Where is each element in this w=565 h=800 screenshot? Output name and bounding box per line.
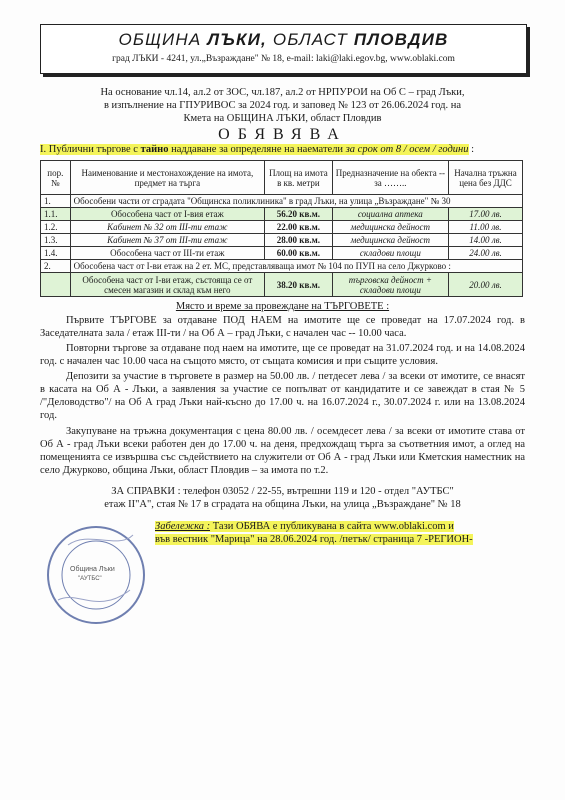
stamp-text-2: "АУТБС" (78, 576, 102, 582)
contacts-line-1: ЗА СПРАВКИ : телефон 03052 / 22-55, вътрешни 119 и 120 - отдел "АУТБС" (111, 486, 454, 497)
announce-heading: ОБЯВЯВА (218, 126, 347, 143)
row-use: медицинска дейност (332, 234, 448, 247)
official-stamp (38, 520, 153, 630)
section-2-row (41, 260, 523, 273)
note-text-1: Тази ОБЯВА е публикувана в сайта www.oblaki.com и (210, 521, 454, 532)
intro-line-1: На основание чл.14, ал.2 от ЗОС, чл.187, ал.2 от НРПУРОИ на Об С – град Лъки, (100, 87, 465, 98)
letterhead (40, 24, 527, 74)
section-i-end: : (468, 144, 475, 155)
row-use: търговска дейност + складови площи (332, 273, 448, 297)
row-use: медицинска дейност (332, 221, 448, 234)
row-area: 22.00 кв.м. (265, 221, 333, 234)
section-2-no: 2. (41, 260, 71, 273)
section-1-row (41, 195, 523, 208)
row-name: Обособена част от III-ти етаж (70, 247, 264, 260)
header-no: пор. № (41, 161, 71, 195)
row-no: 1.2. (41, 221, 71, 234)
row-price: 14.00 лв. (448, 234, 522, 247)
header-area: Площ на имота в кв. метри (265, 161, 333, 195)
title-region: ПЛОВДИВ (353, 30, 449, 49)
header-name: Наименование и местонахождение на имота, предмет на търга (70, 161, 264, 195)
paragraph-repeat-tenders: Повторни търгове за отдаване под наем на имотите, ще се проведат на 31.07.2024 год. и на 14.08.2024 год. с начален час 10.00 часа на същото място, от същата комисия и при същите условия. (40, 343, 525, 367)
title-prefix: ОБЩИНА (118, 30, 202, 49)
properties-table (40, 160, 523, 297)
table-row (41, 208, 523, 221)
paragraph-deposits: Депозити за участие в търговете в размер на 50.00 лв. / петдесет лева / за всеки от имотите, се внасят в касата на Об А - Лъки, а заявления за участие се попълват от кандидатите и се завеждат в стая № 5 /"Деловодство"/ на Об А град Лъки най-късно до 17.00 ч. на 16.07.2024 г., 30.07.2024 г. или на 13.08.2024 год. (40, 371, 525, 421)
table-row (41, 273, 523, 297)
row-price: 24.00 лв. (448, 247, 522, 260)
section-2-text: Обособена част от I-ви етаж на 2 ет. МС, представляваща имот № 104 по ПУП на село Джурково : (70, 260, 522, 273)
row-use: складови площи (332, 247, 448, 260)
row-price: 17.00 лв. (448, 208, 522, 221)
row-no: 1.1. (41, 208, 71, 221)
row-area: 38.20 кв.м. (265, 273, 333, 297)
contacts-line-2: етаж II"А", стая № 17 в сградата на община Лъки, на улица „Възраждане" № 18 (104, 499, 461, 510)
place-title: Място и време за провеждане на ТЪРГОВЕТЕ : (175, 301, 390, 312)
row-area: 56.20 кв.м. (265, 208, 333, 221)
row-name: Кабинет № 32 от III-ти етаж (70, 221, 264, 234)
stamp-text-1: Община Лъки (70, 566, 115, 573)
table-row (41, 221, 523, 234)
header-price: Начална тръжна цена без ДДС (448, 161, 522, 195)
paragraph-documentation: Закупуване на тръжна документация с цена 80.00 лв. / осемдесет лева / за всеки от имотите става от Об А - град Лъки всеки работен ден до 17.00 ч. на деня, предхождащ търга за съответния имот, а оглед на помещенията се извършва със съдействието на служители от Об А - град Лъки или Кметския наместник на село Джурково, община Лъки, област Пловдив – за имота по т.2. (40, 426, 525, 476)
row-name: Обособена част от I-вия етаж (70, 208, 264, 221)
intro-line-2: в изпълнение на ГПУРИВОС за 2024 год. и заповед № 123 от 26.06.2024 год. на (103, 100, 462, 111)
row-no-empty (41, 273, 71, 297)
note-text-2: във вестник "Марица" на 28.06.2024 год. /петък/ страница 7 -РЕГИОН- (155, 534, 473, 545)
row-price: 11.00 лв. (448, 221, 522, 234)
section-i-term: за срок от 8 / осем / години (345, 144, 469, 155)
stamp-graphic (38, 520, 153, 630)
row-area: 28.00 кв.м. (265, 234, 333, 247)
row-area: 60.00 кв.м. (265, 247, 333, 260)
letterhead-address: град ЛЪКИ - 4241, ул.„Възраждане" № 18, e-mail: laki@laki.egov.bg, www.oblaki.com (112, 54, 455, 64)
table-row (41, 234, 523, 247)
section-i-text-a: I. Публични търгове с (40, 144, 141, 155)
row-price: 20.00 лв. (448, 273, 522, 297)
section-1-text: Обособени части от сградата "Общинска поликлиника" в град Лъки, на улица „Възраждане" № 30 (70, 195, 522, 208)
row-name: Кабинет № 37 от III-ти етаж (70, 234, 264, 247)
section-i-heading (40, 143, 525, 156)
section-i-bold: тайно (140, 144, 169, 155)
paragraph-first-tenders: Първите ТЪРГОВЕ за отдаване ПОД НАЕМ на имотите ще се проведат на 17.07.2024 год. в Заседателната зала / етаж III-ти / на Об А – град Лъки, с начален час -- 10.00 часа. (40, 315, 525, 339)
table-row (41, 247, 523, 260)
letterhead-title (41, 30, 526, 50)
note-label: Забележка : (155, 521, 211, 532)
row-use: социална аптека (332, 208, 448, 221)
table-header-row (41, 161, 523, 195)
note (155, 520, 525, 546)
title-region-prefix: ОБЛАСТ (272, 30, 348, 49)
row-no: 1.4. (41, 247, 71, 260)
section-1-no: 1. (41, 195, 71, 208)
row-no: 1.3. (41, 234, 71, 247)
header-use: Предназначение на обекта -- за …….. (332, 161, 448, 195)
intro-line-3: Кмета на ОБЩИНА ЛЪКИ, област Пловдив (183, 113, 382, 124)
row-name: Обособена част от I-ви етаж, състояща се от смесен магазин и склад към него (70, 273, 264, 297)
title-municipality: ЛЪКИ, (207, 30, 267, 49)
section-i-text-b: наддаване за определяне на наематели (168, 144, 346, 155)
